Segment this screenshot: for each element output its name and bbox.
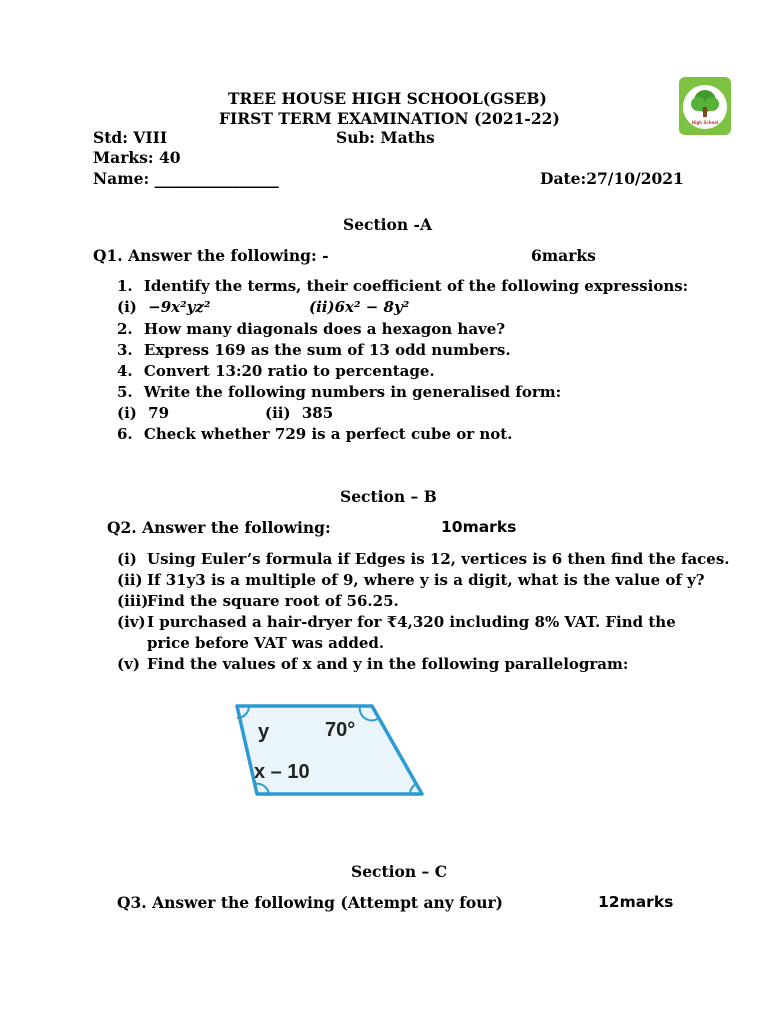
marks-label: Marks: 40 <box>93 148 181 167</box>
item-text: Write the following numbers in generalised form: <box>143 383 562 401</box>
item-text: I purchased a hair-dryer for ₹4,320 including 8% VAT. Find the <box>147 613 676 631</box>
name-field: Name: ________________ <box>93 169 279 188</box>
item-number: (i) <box>117 298 137 316</box>
q2-marks: 10marks <box>441 518 517 536</box>
q3-marks: 12marks <box>598 893 674 911</box>
date-label: Date:27/10/2021 <box>540 169 684 188</box>
parallelogram-diagram <box>222 688 430 810</box>
section-c-title: Section – C <box>351 862 448 881</box>
list-item <box>117 404 169 422</box>
q3-prompt: Q3. Answer the following (Attempt any four) <box>117 893 503 912</box>
q2-prompt: Q2. Answer the following: <box>107 518 331 537</box>
item-text: If 31y3 is a multiple of 9, where y is a digit, what is the value of y? <box>147 571 705 589</box>
label-y: y <box>258 721 270 743</box>
item-text: Identify the terms, their coefficient of the following expressions: <box>143 277 689 295</box>
q1-prompt: Q1. Answer the following: - <box>93 246 329 265</box>
list-item <box>309 298 409 316</box>
section-b-title: Section – B <box>340 487 437 506</box>
school-name: TREE HOUSE HIGH SCHOOL(GSEB) <box>228 89 547 108</box>
item-number: (ii) <box>265 404 291 422</box>
list-item <box>117 613 676 631</box>
q1-marks: 6marks <box>531 246 596 265</box>
list-item <box>117 571 705 589</box>
item-text: Express 169 as the sum of 13 odd numbers. <box>143 341 511 359</box>
item-text: Find the square root of 56.25. <box>147 592 399 610</box>
list-item <box>117 655 628 673</box>
list-item <box>117 362 435 380</box>
tree-icon <box>679 77 731 135</box>
subject-label: Sub: Maths <box>336 128 435 147</box>
item-number: 4. <box>117 362 133 380</box>
item-number: 1. <box>117 277 133 295</box>
item-text: How many diagonals does a hexagon have? <box>143 320 506 338</box>
list-item <box>117 277 688 295</box>
logo-text: High School <box>691 120 719 125</box>
list-item <box>117 320 505 338</box>
item-text: Using Euler’s formula if Edges is 12, vertices is 6 then find the faces. <box>147 550 730 568</box>
list-item <box>117 550 730 568</box>
item-expression: −9x²yz² <box>148 298 211 316</box>
item-text: Find the values of x and y in the following parallelogram: <box>147 655 629 673</box>
item-number: (iii) <box>117 592 149 610</box>
list-item <box>117 383 561 401</box>
item-number: (ii) <box>309 298 335 316</box>
item-number: (ii) <box>117 571 143 589</box>
item-number: 2. <box>117 320 133 338</box>
list-item <box>117 341 511 359</box>
label-angle: 70° <box>325 719 356 741</box>
item-text: price before VAT was added. <box>147 634 385 652</box>
list-item <box>265 404 333 422</box>
item-text: 385 <box>301 404 334 422</box>
item-text: Convert 13:20 ratio to percentage. <box>143 362 435 380</box>
list-item-continuation <box>147 634 384 652</box>
item-number: 5. <box>117 383 133 401</box>
parallelogram-figure <box>222 688 430 810</box>
label-x: x – 10 <box>254 761 310 783</box>
item-expression: 6x² − 8y² <box>334 298 410 316</box>
item-text: 79 <box>148 404 170 422</box>
item-number: (iv) <box>117 613 146 631</box>
item-number: 6. <box>117 425 133 443</box>
standard-label: Std: VIII <box>93 128 168 147</box>
school-logo <box>679 77 731 135</box>
list-item <box>117 425 512 443</box>
item-number: (i) <box>117 404 137 422</box>
section-a-title: Section -A <box>343 215 433 234</box>
item-number: 3. <box>117 341 133 359</box>
list-item <box>117 592 399 610</box>
item-text: Check whether 729 is a perfect cube or not. <box>143 425 513 443</box>
list-item <box>117 298 210 316</box>
item-number: (i) <box>117 550 137 568</box>
item-number: (v) <box>117 655 140 673</box>
exam-title: FIRST TERM EXAMINATION (2021-22) <box>219 109 560 128</box>
